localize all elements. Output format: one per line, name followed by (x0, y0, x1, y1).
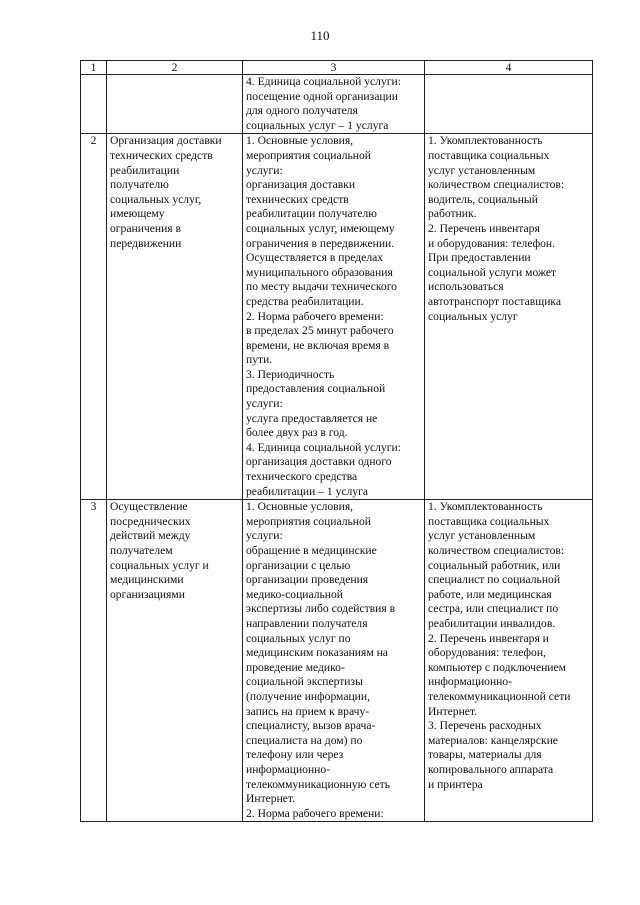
cell-text-line: социальных услуг – 1 услуга (246, 118, 389, 132)
cell-text-line: получателю (110, 178, 169, 192)
cell-text-line: организация доставки (246, 178, 356, 192)
cell-text-line: в пределах 25 минут рабочего (246, 324, 394, 338)
cell-text-line: водитель, социальный (428, 192, 538, 206)
cell-text-line: Организация доставки (110, 134, 222, 148)
table-body (81, 61, 593, 822)
cell-text-line: более двух раз в год. (246, 426, 348, 440)
cell-text-line: реабилитации – 1 услуга (246, 484, 369, 498)
cell-text-line: организации проведения (246, 573, 369, 587)
cell-text-line: 1. Укомплектованность (428, 500, 543, 514)
cell-text-line: услуги: (246, 529, 283, 543)
cell-text-line: 2. Норма рабочего времени: (246, 806, 384, 820)
cell-text-line: реабилитации инвалидов. (428, 616, 556, 630)
cell-text-line: услуги: (246, 163, 283, 177)
cell-text-line: ограничения в передвижении. (246, 236, 395, 250)
service-conditions-cell (243, 500, 425, 822)
cell-text-line: времени, не включая время в (246, 338, 390, 352)
cell-text-line: 4. Единица социальной услуги: (246, 440, 401, 454)
cell-text-line: социальных услуг, (110, 192, 202, 206)
cell-text-line: технических средств (110, 148, 213, 162)
header-cell-4: 4 (425, 61, 593, 75)
cell-text-line: технических средств (246, 192, 349, 206)
cell-text-line: количеством специалистов: (428, 544, 565, 557)
header-cell-3: 3 (243, 61, 425, 75)
cell-text-line: товары, материалы для (428, 748, 542, 762)
cell-text-line: телефону или через (246, 748, 344, 762)
cell-text-line: Интернет. (428, 704, 478, 718)
cell-text-line: запись на прием к врачу- (246, 704, 370, 718)
cell-text-line: ограничения в (110, 221, 181, 235)
cell-text-line: средства реабилитации. (246, 294, 364, 308)
cell-text-line: посреднических (110, 514, 191, 528)
cell-text-line: передвижении (110, 236, 182, 250)
cell-text-line: специалиста на дом) по (246, 733, 363, 747)
cell-text-line: социальной экспертизы (246, 675, 363, 689)
cell-text-line: обращение в медицинские (246, 544, 377, 557)
cell-text-line: работе, или медицинская (428, 587, 552, 601)
cell-text-line: по месту выдачи технического (246, 280, 397, 294)
cell-text-line: автотранспорт поставщика (428, 294, 561, 308)
cell-text-line: (получение информации, (246, 689, 370, 703)
cell-text-line: услуги: (246, 397, 283, 411)
cell-text-line: реабилитации (110, 163, 180, 177)
cell-text-line: посещение одной организации (246, 89, 398, 103)
cell-text-line: Осуществление (110, 500, 188, 514)
cell-text-line: направлении получателя (246, 616, 368, 630)
cell-text-line: работник. (428, 207, 477, 221)
cell-text-line: специалист по социальной (428, 573, 561, 587)
cell-text-line: услуг установленным (428, 529, 536, 543)
cell-text-line: 1. Укомплектованность (428, 134, 543, 148)
cell-text-line: услуг установленным (428, 163, 536, 177)
service-name-cell (107, 500, 243, 822)
cell-text-line: мероприятия социальной (246, 148, 371, 162)
cell-text-line: 2. Перечень инвентаря (428, 221, 540, 235)
service-name-cell (107, 75, 243, 134)
cell-text-line: проведение медико- (246, 660, 345, 674)
cell-text-line: социальных услуг, имеющему (246, 221, 395, 235)
cell-text-line: медицинскими (110, 573, 184, 587)
cell-text-line: 3. Перечень расходных (428, 719, 542, 733)
cell-text-line: 3. Периодичность (246, 367, 335, 381)
service-name-cell (107, 134, 243, 500)
cell-text-line: имеющему (110, 207, 165, 221)
cell-text-line: сестра, или специалист по (428, 602, 559, 616)
cell-text-line: услуга предоставляется не (246, 411, 378, 425)
cell-text-line: экспертизы либо содействия в (246, 602, 396, 616)
cell-text-line: копировального аппарата (428, 762, 554, 776)
cell-text-line: пути. (246, 353, 273, 367)
service-requirements-cell (425, 134, 593, 500)
page-number: 110 (310, 28, 330, 43)
cell-text-line: специалисту, вызов врача- (246, 719, 376, 733)
cell-text-line: социальных услуг по (246, 631, 351, 645)
cell-text-line: информационно- (428, 675, 513, 689)
cell-text-line: медицинским показаниям на (246, 646, 388, 660)
table-row (81, 500, 593, 822)
cell-text-line: 1. Основные условия, (246, 134, 354, 148)
cell-text-line: реабилитации получателю (246, 207, 377, 221)
cell-text-line: поставщика социальных (428, 148, 550, 162)
cell-text-line: компьютер с подключением (428, 660, 566, 674)
cell-text-line: использоваться (428, 280, 504, 294)
service-requirements-cell (425, 75, 593, 134)
services-table (80, 60, 593, 822)
cell-text-line: и оборудования: телефон. (428, 236, 556, 250)
cell-text-line: 4. Единица социальной услуги: (246, 75, 401, 88)
cell-text-line: телекоммуникационной сети (428, 689, 571, 703)
cell-text-line: оборудования: телефон, (428, 646, 546, 660)
cell-text-line: технического средства (246, 470, 358, 484)
row-number-cell: 3 (81, 500, 107, 822)
cell-text-line: Интернет. (246, 792, 296, 806)
cell-text-line: муниципального образования (246, 265, 393, 279)
cell-text-line: социальных услуг и (110, 558, 209, 572)
cell-text-line: действий между (110, 529, 191, 543)
cell-text-line: Осуществляется в пределах (246, 251, 384, 265)
cell-text-line: 2. Норма рабочего времени: (246, 309, 384, 323)
table-row (81, 134, 593, 500)
header-cell-1: 1 (81, 61, 107, 75)
table-header-row (81, 61, 593, 75)
cell-text-line: получателем (110, 544, 173, 557)
cell-text-line: социальных услуг (428, 309, 518, 323)
header-cell-2: 2 (107, 61, 243, 75)
cell-text-line: социальный работник, или (428, 558, 561, 572)
cell-text-line: социальной услуги может (428, 265, 557, 279)
cell-text-line: организация доставки одного (246, 455, 392, 469)
row-number-cell: 2 (81, 134, 107, 500)
table-row (81, 75, 593, 134)
cell-text-line: 1. Основные условия, (246, 500, 354, 514)
service-conditions-cell (243, 75, 425, 134)
cell-text-line: и принтера (428, 777, 483, 791)
cell-text-line: организации с целью (246, 558, 351, 572)
cell-text-line: поставщика социальных (428, 514, 550, 528)
cell-text-line: предоставления социальной (246, 382, 386, 396)
cell-text-line: организациями (110, 587, 185, 601)
cell-text-line: материалов: канцелярские (428, 733, 558, 747)
cell-text-line: При предоставлении (428, 251, 531, 265)
cell-text-line: для одного получателя (246, 104, 358, 118)
cell-text-line: медико-социальной (246, 587, 344, 601)
cell-text-line: телекоммуникационную сеть (246, 777, 391, 791)
cell-text-line: 2. Перечень инвентаря и (428, 631, 549, 645)
cell-text-line: количеством специалистов: (428, 178, 565, 192)
service-conditions-cell (243, 134, 425, 500)
cell-text-line: информационно- (246, 762, 331, 776)
cell-text-line: мероприятия социальной (246, 514, 371, 528)
service-requirements-cell (425, 500, 593, 822)
row-number-cell (81, 75, 107, 134)
